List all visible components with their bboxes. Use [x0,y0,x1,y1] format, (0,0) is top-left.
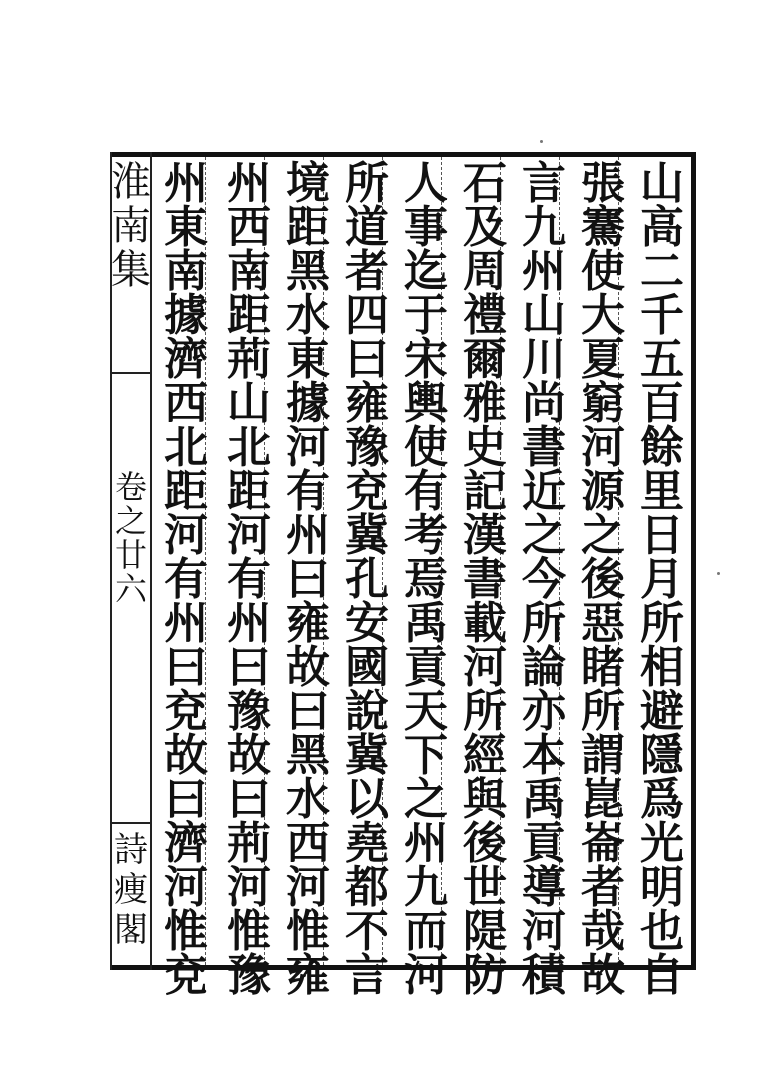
character: 于 [404,290,448,341]
character: 以 [345,774,389,825]
character: 濟 [164,334,208,385]
character: 焉 [404,554,448,605]
character: 荊 [227,818,271,869]
character: 周 [463,246,507,297]
character: 州 [522,246,566,297]
character: 後 [463,818,507,869]
character: 山 [227,378,271,429]
character: 有 [286,466,330,517]
character: 距 [286,202,330,253]
character: 防 [463,950,507,1001]
character: 謂 [581,730,625,781]
character: 黑 [286,730,330,781]
ink-speck [717,572,720,575]
character: 所 [581,686,625,737]
character: 有 [404,466,448,517]
character: 經 [463,730,507,781]
character: 黑 [286,246,330,297]
character: 曰 [286,554,330,605]
character: 二 [640,246,684,297]
character: 論 [522,642,566,693]
character: 輿 [404,378,448,429]
character: 堯 [345,818,389,869]
character: 國 [345,642,389,693]
character: 避 [640,686,684,737]
character: 冀 [345,730,389,781]
character: 東 [164,202,208,253]
character: 六 [114,570,147,608]
character: 使 [581,246,625,297]
character: 河 [227,510,271,561]
character: 之 [522,510,566,561]
text-column-5 [400,158,452,1001]
text-column-6 [341,158,393,1001]
character: 有 [164,554,208,605]
text-column-1 [636,158,688,1001]
text-column-8 [223,158,275,1001]
character: 距 [227,466,271,517]
text-column-7 [282,158,334,1001]
character: 者 [581,862,625,913]
gutter-fishtail-bar [112,372,150,374]
character: 千 [640,290,684,341]
text-column-9 [160,158,212,1001]
character: 南 [111,203,151,249]
character: 所 [640,598,684,649]
character: 人 [404,158,448,209]
ink-speck [540,140,543,143]
character: 西 [164,378,208,429]
character: 隱 [640,730,684,781]
character: 光 [640,818,684,869]
character: 豫 [345,422,389,473]
character: 天 [404,686,448,737]
character: 四 [345,290,389,341]
character: 隄 [463,906,507,957]
character: 九 [404,862,448,913]
character: 而 [404,906,448,957]
character: 廿 [114,536,147,574]
character: 河 [164,510,208,561]
character: 及 [463,202,507,253]
character: 本 [522,730,566,781]
character: 雍 [286,598,330,649]
character: 州 [404,818,448,869]
character: 月 [640,554,684,605]
character: 冀 [345,510,389,561]
character: 河 [581,422,625,473]
character: 禹 [404,598,448,649]
character: 事 [404,202,448,253]
text-column-4 [459,158,511,1001]
character: 河 [227,862,271,913]
character: 河 [286,422,330,473]
character: 五 [640,334,684,385]
character: 孔 [345,554,389,605]
character: 言 [345,950,389,1001]
character: 集 [111,247,151,293]
character: 載 [463,598,507,649]
character: 北 [227,422,271,473]
character: 距 [227,290,271,341]
character: 山 [640,158,684,209]
character: 哉 [581,906,625,957]
character: 惡 [581,598,625,649]
character: 迄 [404,246,448,297]
character: 大 [581,290,625,341]
character: 據 [286,378,330,429]
character: 北 [164,422,208,473]
character: 水 [286,290,330,341]
character: 州 [164,598,208,649]
character: 川 [522,334,566,385]
character: 惟 [286,906,330,957]
character: 州 [227,158,271,209]
character: 故 [164,730,208,781]
character: 惟 [164,906,208,957]
character: 東 [286,334,330,385]
character: 書 [522,422,566,473]
character: 所 [345,158,389,209]
character: 所 [522,598,566,649]
character: 張 [581,158,625,209]
text-column-3 [518,158,570,1001]
character: 故 [286,642,330,693]
character: 所 [463,686,507,737]
character: 崑 [581,774,625,825]
character: 西 [286,818,330,869]
character: 考 [404,510,448,561]
character: 荊 [227,334,271,385]
character: 里 [640,466,684,517]
character: 之 [114,502,147,540]
character: 記 [463,466,507,517]
character: 雍 [286,950,330,1001]
character: 史 [463,422,507,473]
character: 曰 [227,642,271,693]
character: 石 [463,158,507,209]
character: 高 [640,202,684,253]
character: 與 [463,774,507,825]
character: 言 [522,158,566,209]
character: 據 [164,290,208,341]
character: 曰 [164,642,208,693]
character: 曰 [164,774,208,825]
character: 導 [522,862,566,913]
character: 亦 [522,686,566,737]
gutter-volume-label [112,470,150,606]
character: 世 [463,862,507,913]
character: 日 [640,510,684,561]
character: 九 [522,202,566,253]
character: 雅 [463,378,507,429]
character: 禹 [522,774,566,825]
character: 南 [227,246,271,297]
character: 崙 [581,818,625,869]
character: 山 [522,290,566,341]
character: 夏 [581,334,625,385]
text-column-2 [577,158,629,1001]
character: 自 [640,950,684,1001]
character: 使 [404,422,448,473]
character: 宋 [404,334,448,385]
character: 卷 [114,468,147,506]
character: 兗 [164,950,208,1001]
character: 豫 [227,686,271,737]
character: 貢 [404,642,448,693]
gutter-studio-name [112,830,150,950]
character: 下 [404,730,448,781]
character: 兗 [345,466,389,517]
character: 尚 [522,378,566,429]
character: 書 [463,554,507,605]
character: 雍 [345,378,389,429]
character: 河 [286,862,330,913]
character: 州 [227,598,271,649]
character: 相 [640,642,684,693]
character: 故 [227,730,271,781]
character: 後 [581,554,625,605]
character: 河 [463,642,507,693]
character: 境 [286,158,330,209]
character: 說 [345,686,389,737]
character: 源 [581,466,625,517]
character: 南 [164,246,208,297]
character: 之 [581,510,625,561]
character: 之 [404,774,448,825]
character: 濟 [164,818,208,869]
character: 爾 [463,334,507,385]
character: 都 [345,862,389,913]
character: 也 [640,906,684,957]
character: 距 [164,466,208,517]
character: 有 [227,554,271,605]
character: 百 [640,378,684,429]
character: 漢 [463,510,507,561]
character: 河 [404,950,448,1001]
character: 淮 [111,159,151,205]
character: 今 [522,554,566,605]
character: 西 [227,202,271,253]
character: 曰 [227,774,271,825]
character: 安 [345,598,389,649]
character: 餘 [640,422,684,473]
character: 道 [345,202,389,253]
character: 爲 [640,774,684,825]
character: 痩 [114,870,148,910]
character: 騫 [581,202,625,253]
character: 睹 [581,642,625,693]
character: 州 [286,510,330,561]
character: 明 [640,862,684,913]
character: 貢 [522,818,566,869]
character: 積 [522,950,566,1001]
character: 者 [345,246,389,297]
character: 河 [164,862,208,913]
character: 水 [286,774,330,825]
character: 河 [522,906,566,957]
character: 禮 [463,290,507,341]
character: 故 [581,950,625,1001]
character: 曰 [286,686,330,737]
character: 不 [345,906,389,957]
gutter-lower-bar [112,822,150,824]
character: 州 [164,158,208,209]
character: 閣 [114,910,148,950]
character: 詩 [114,830,148,870]
character: 兗 [164,686,208,737]
character: 窮 [581,378,625,429]
gutter-book-title [112,160,150,292]
character: 近 [522,466,566,517]
character: 惟 [227,906,271,957]
character: 曰 [345,334,389,385]
character: 豫 [227,950,271,1001]
